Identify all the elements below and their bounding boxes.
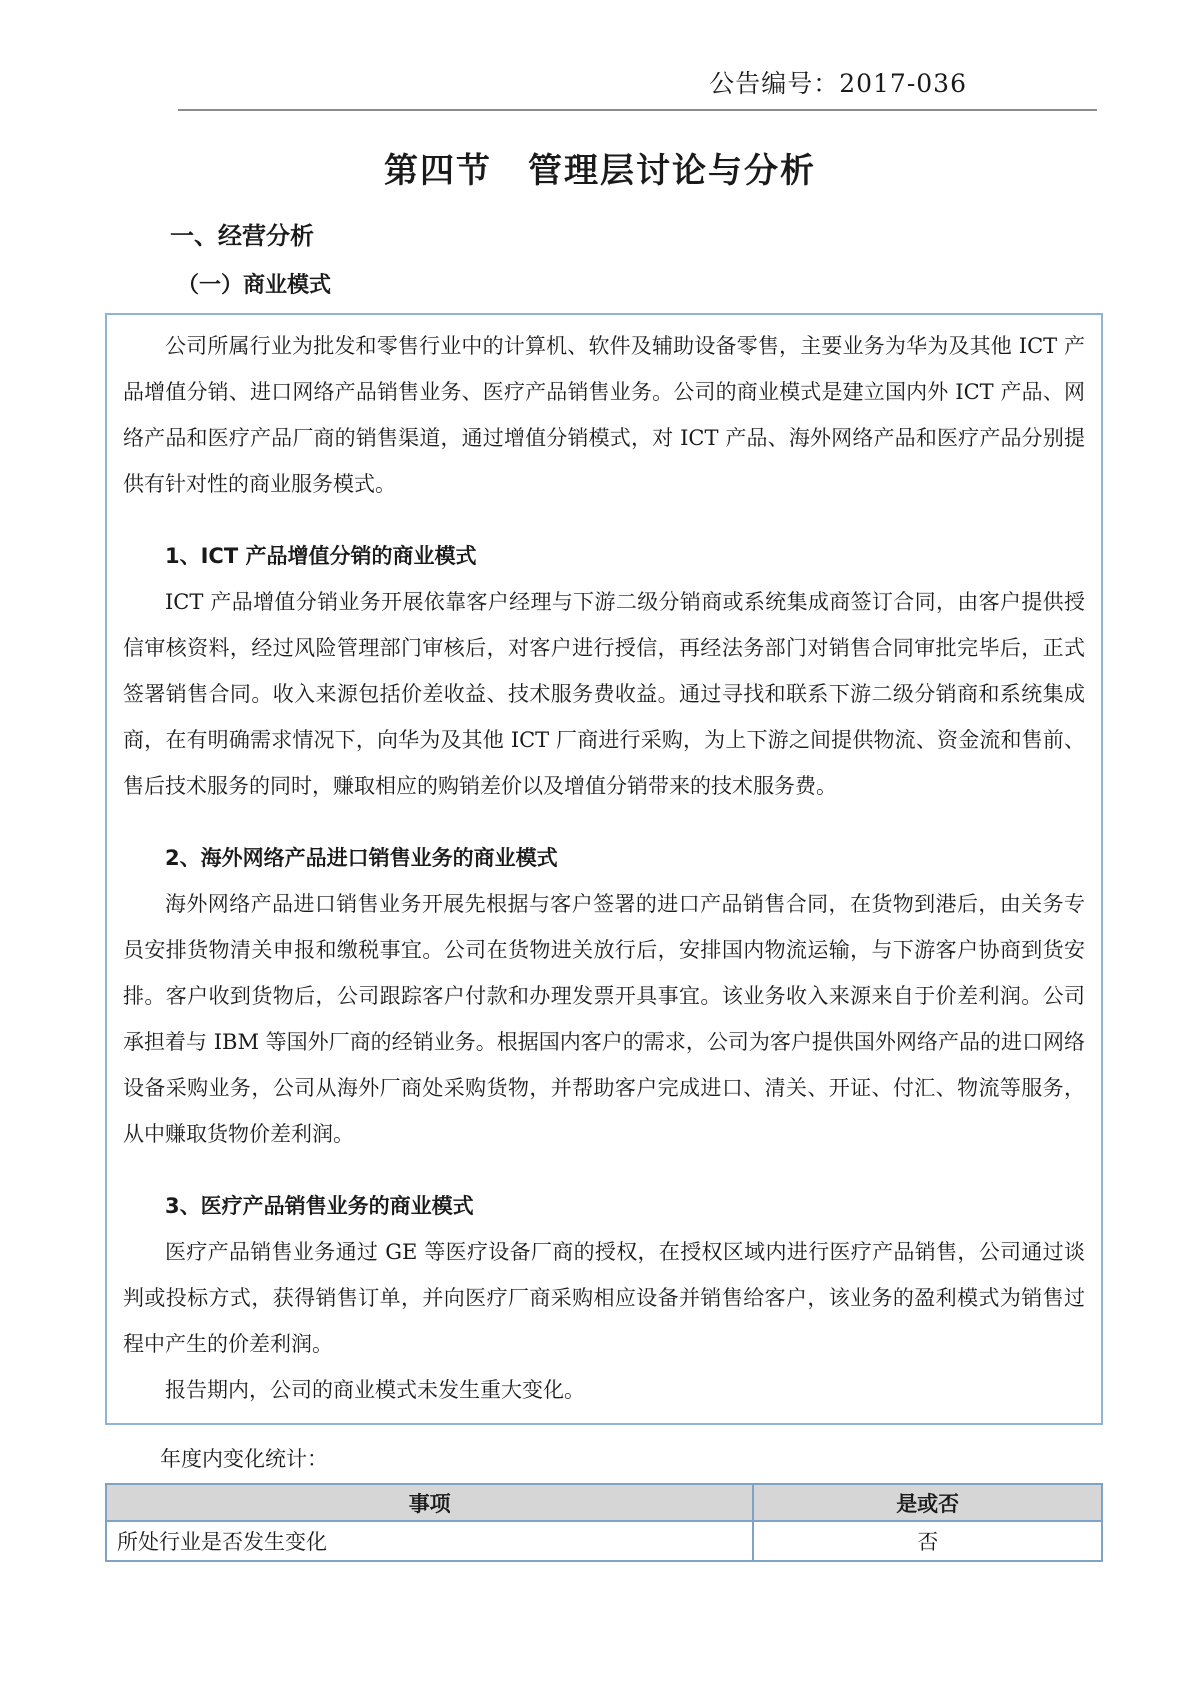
table-header-yesno: 是或否 [753,1484,1102,1521]
paragraph-overseas-network-import: 海外网络产品进口销售业务开展先根据与客户签署的进口产品销售合同，在货物到港后，由关务专员安排货物清关申报和缴税事宜。公司在货物进关放行后，安排国内物流运输，与下游客户协商到货安排。客户收到货物后，公司跟踪客户付款和办理发票开具事宜。该业务收入来源来自于价差利润。公司承担着与 IBM 等国外厂商的经销业务。根据国内客户的需求，公司为客户提供国外网络产品的进口网络设备采购业务，公司从海外厂商处采购货物，并帮助客户完成进口、清关、开证、付汇、物流等服务，从中赚取货物价差利润。 [123,892,1085,1146]
table-cell-item: 所处行业是否发生变化 [106,1521,753,1561]
page-title: 第四节 管理层讨论与分析 [384,151,816,191]
intro-paragraph: 公司所属行业为批发和零售行业中的计算机、软件及辅助设备零售，主要业务为华为及其他 ICT 产品增值分销、进口网络产品销售业务、医疗产品销售业务。公司的商业模式是建立国内外 ICT 产品、网络产品和医疗产品厂商的销售渠道，通过增值分销模式，对 ICT 产品、海外网络产品和医疗产品分别提供有针对性的商业服务模式。 [123,334,1085,496]
header-rule [178,109,1097,111]
subheading-ict-distribution: 1、ICT 产品增值分销的商业模式 [165,544,477,568]
stats-caption: 年度内变化统计： [160,1447,328,1471]
closing-paragraph: 报告期内，公司的商业模式未发生重大变化。 [165,1378,585,1402]
paragraph-medical-sales: 医疗产品销售业务通过 GE 等医疗设备厂商的授权，在授权区域内进行医疗产品销售，公司通过谈判或投标方式，获得销售订单，并向医疗厂商采购相应设备并销售给客户，该业务的盈利模式为销售过程中产生的价差利润。 [123,1240,1085,1356]
section-heading-operating-analysis: 一、经营分析 [170,222,314,250]
table-header-item: 事项 [106,1484,753,1521]
change-stats-table [105,1483,1103,1562]
subheading-overseas-network-import: 2、海外网络产品进口销售业务的商业模式 [165,846,558,870]
subheading-medical-sales: 3、医疗产品销售业务的商业模式 [165,1194,474,1218]
paragraph-ict-distribution: ICT 产品增值分销业务开展依靠客户经理与下游二级分销商或系统集成商签订合同，由客户提供授信审核资料，经过风险管理部门审核后，对客户进行授信，再经法务部门对销售合同审批完毕后，正式签署销售合同。收入来源包括价差收益、技术服务费收益。通过寻找和联系下游二级分销商和系统集成商，在有明确需求情况下，向华为及其他 ICT 厂商进行采购，为上下游之间提供物流、资金流和售前、售后技术服务的同时，赚取相应的购销差价以及增值分销带来的技术服务费。 [123,590,1085,798]
business-model-text-box [105,313,1103,1425]
table-row [106,1521,1102,1561]
table-header-row [106,1484,1102,1521]
table-cell-yesno: 否 [753,1521,1102,1561]
subsection-heading-business-model: （一）商业模式 [177,273,332,298]
announcement-number: 公告编号：2017-036 [709,69,967,98]
